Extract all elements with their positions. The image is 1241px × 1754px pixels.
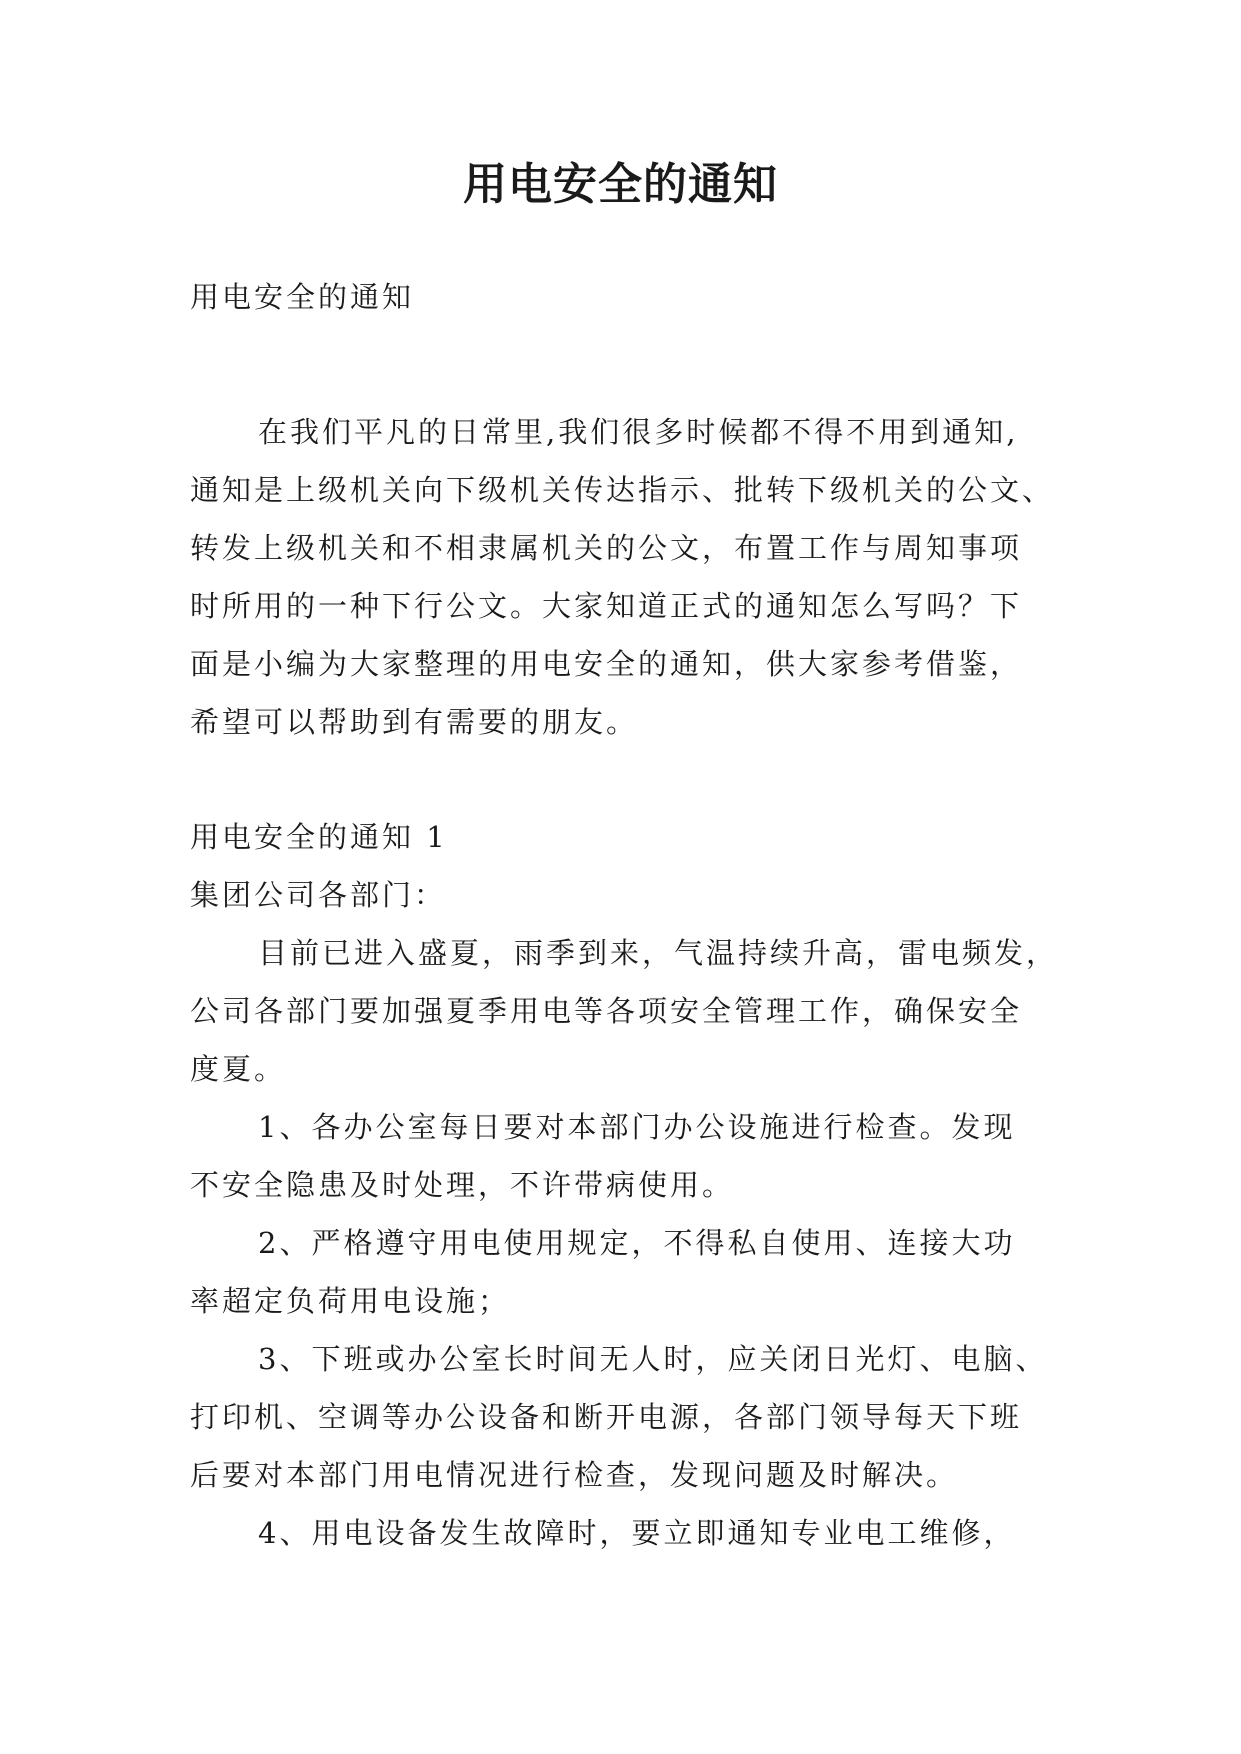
intro-line: 转发上级机关和不相隶属机关的公文，布置工作与周知事项 bbox=[190, 531, 1023, 565]
document-subtitle: 用电安全的通知 bbox=[190, 280, 415, 314]
intro-line: 面是小编为大家整理的用电安全的通知，供大家参考借鉴， bbox=[190, 647, 1023, 681]
section-heading: 用电安全的通知 1 bbox=[190, 820, 448, 854]
intro-line: 希望可以帮助到有需要的朋友。 bbox=[190, 705, 639, 739]
paragraph-line: 目前已进入盛夏，雨季到来，气温持续升高，雷电频发， bbox=[258, 936, 1059, 970]
item-3-line: 3、下班或办公室长时间无人时，应关闭日光灯、电脑、 bbox=[258, 1342, 1048, 1376]
intro-line: 时所用的一种下行公文。大家知道正式的通知怎么写吗？下 bbox=[190, 589, 1023, 623]
paragraph-line: 度夏。 bbox=[190, 1052, 287, 1086]
intro-paragraph bbox=[190, 403, 1060, 751]
document-title: 用电安全的通知 bbox=[463, 159, 778, 210]
item-4-line: 4、用电设备发生故障时，要立即通知专业电工维修， bbox=[258, 1516, 1016, 1550]
item-1-line: 不安全隐患及时处理，不许带病使用。 bbox=[190, 1168, 735, 1202]
intro-line: 在我们平凡的日常里,我们很多时候都不得不用到通知, bbox=[258, 415, 1019, 449]
paragraph-line: 公司各部门要加强夏季用电等各项安全管理工作，确保安全 bbox=[190, 994, 1023, 1028]
item-1-line: 1、各办公室每日要对本部门办公设施进行检查。发现 bbox=[258, 1110, 1016, 1144]
item-2-line: 率超定负荷用电设施； bbox=[190, 1284, 511, 1318]
item-2-line: 2、严格遵守用电使用规定，不得私自使用、连接大功 bbox=[258, 1226, 1016, 1260]
document-subtitle-block bbox=[190, 268, 1060, 326]
notice-section bbox=[190, 808, 1060, 1562]
item-3-line: 打印机、空调等办公设备和断开电源，各部门领导每天下班 bbox=[190, 1400, 1023, 1434]
salutation: 集团公司各部门： bbox=[190, 878, 447, 912]
item-3-line: 后要对本部门用电情况进行检查，发现问题及时解决。 bbox=[190, 1458, 959, 1492]
intro-line: 通知是上级机关向下级机关传达指示、批转下级机关的公文、 bbox=[190, 473, 1055, 507]
